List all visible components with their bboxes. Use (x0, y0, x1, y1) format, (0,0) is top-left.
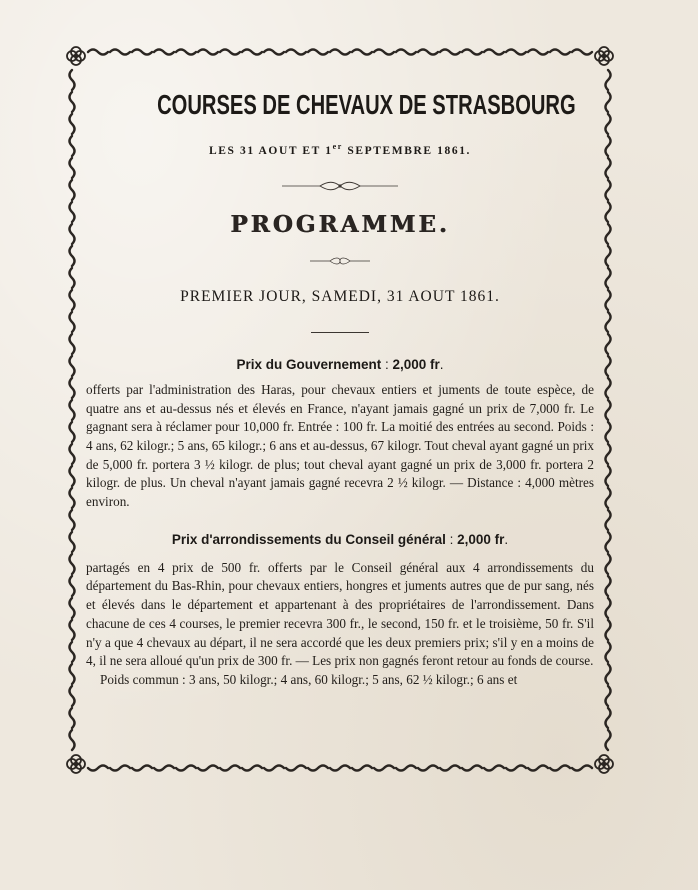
prize-heading-gouvernement: Prix du Gouvernement : 2,000 fr. (236, 356, 444, 372)
event-dates: LES 31 AOUT ET 1er SEPTEMBRE 1861. (208, 142, 472, 157)
poster-content (86, 90, 594, 690)
prize-weights: Poids commun : 3 ans, 50 kilogr.; 4 ans, 60 kilogr.; 5 ans, 62 ½ kilogr.; 6 ans et (100, 671, 518, 687)
programme-heading: PROGRAMME. (230, 210, 450, 238)
prize-text-conseil: partagés en 4 prix de 500 fr. offerts par le Conseil général aux 4 arrondissements du département du Bas-Rhin, pour chevaux entiers, hongres et juments autres que de pur sang, nés et élevés dans le département et appartenant à des propriétaires de l'arrondissement. Dans chacune de ces 4 courses, le premier recevra 300 fr., le second, 150 fr. et le troisième, 50 fr. S'il n'y a que 4 chevaux au départ, il ne sera accordé que les deux premiers prix; s'il y en a moins de 4, il ne sera alloué qu'un prix de 300 fr. — Les prix non gagnés feront retour au fonds de course. (86, 559, 594, 669)
programme-ornament (308, 256, 372, 266)
section-rule (311, 332, 369, 333)
prize-heading-conseil: Prix d'arrondissements du Conseil général : 2,000 fr. (171, 531, 509, 547)
day-title: PREMIER JOUR, SAMEDI, 31 AOUT 1861. (180, 287, 500, 305)
prize-text-gouvernement: offerts par l'administration des Haras, pour chevaux entiers et juments de toute espèce, de quatre ans et au-dessus nés et élevés en France, n'ayant jamais gagné un prix de 7,000 fr. Le gagnant sera à réclamer pour 10,000 fr. Entrée : 100 fr. La moitié des entrées au second. Poids : 4 ans, 62 kilogr.; 5 ans, 65 kilogr.; 6 ans et au-dessus, 67 kilogr. Tout cheval ayant gagné un prix de 5,000 fr. portera 3 ½ kilogr. de plus; tout cheval ayant gagné un prix de 3,000 fr. portera 2 kilogr. de plus. Un cheval n'ayant jamais gagné recevra 2 ½ kilogr. — Distance : 4,000 mètres environ. (86, 381, 594, 510)
title-ornament (280, 179, 400, 193)
poster-title: COURSES DE CHEVAUX DE STRASBOURG (157, 89, 576, 120)
